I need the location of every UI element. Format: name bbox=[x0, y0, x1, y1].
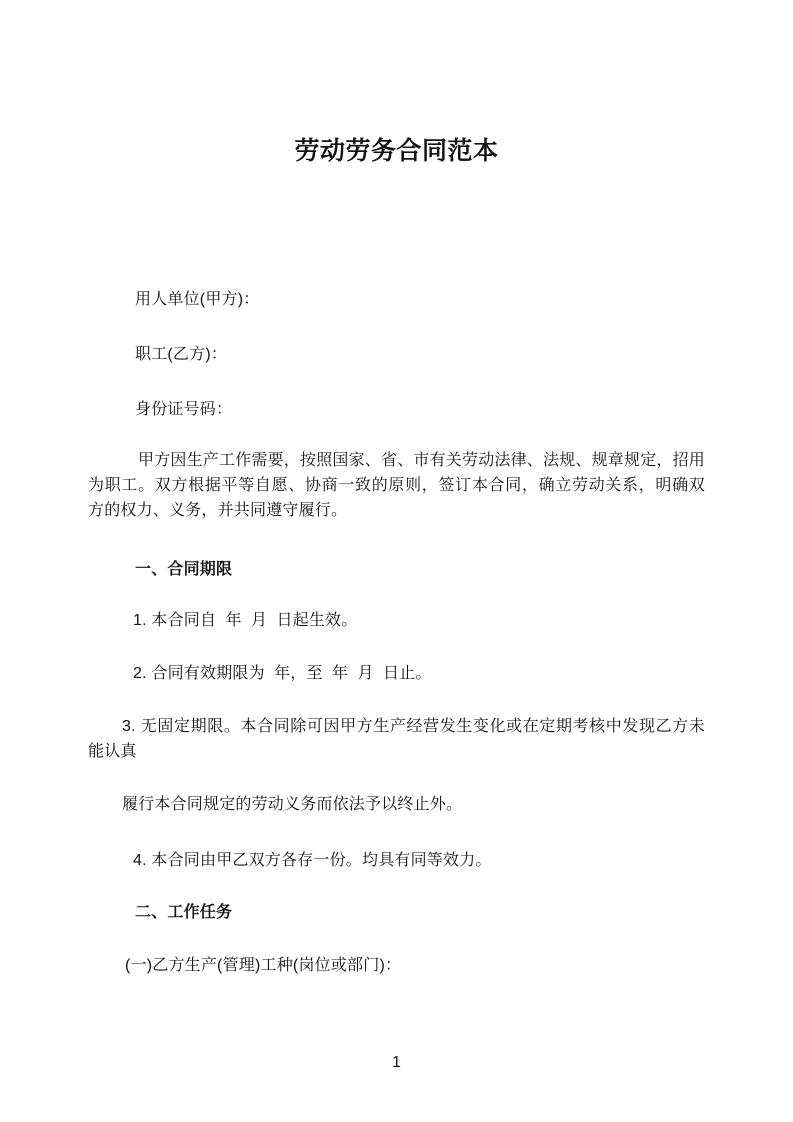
section-2-heading: 二、工作任务 bbox=[135, 904, 233, 921]
page-number: 1 bbox=[392, 1054, 401, 1071]
section-2-item-1: (一)乙方生产(管理)工种(岗位或部门)： bbox=[125, 957, 402, 974]
intro-paragraph-line-1: 甲方因生产工作需要，按照国家、省、市有关劳动法律、法规、规章规定，招用 bbox=[138, 452, 706, 469]
employer-party-label: 用人单位(甲方)： bbox=[135, 291, 260, 308]
section-1-heading: 一、合同期限 bbox=[135, 561, 233, 578]
section-1-item-3-line-1: 3. 无固定期限。本合同除可因甲方生产经营发生变化或在定期考核中发现乙方未 bbox=[122, 718, 705, 735]
section-1-item-1: 1. 本合同自 年 月 日起生效。 bbox=[133, 612, 358, 629]
section-1-item-4: 4. 本合同由甲乙双方各存一份。均具有同等效力。 bbox=[133, 852, 492, 869]
intro-paragraph-line-3: 方的权力、义务，并共同遵守履行。 bbox=[88, 502, 348, 519]
section-1-item-2: 2. 合同有效期限为 年，至 年 月 日止。 bbox=[133, 665, 432, 682]
id-number-label: 身份证号码： bbox=[135, 401, 233, 418]
section-1-item-3-line-2: 能认真 bbox=[88, 743, 137, 760]
document-title: 劳动劳务合同范本 bbox=[294, 137, 499, 165]
intro-paragraph-line-2: 为职工。双方根据平等自愿、协商一致的原则，签订本合同，确立劳动关系，明确双 bbox=[88, 477, 705, 494]
section-1-item-3-continuation: 履行本合同规定的劳动义务而依法予以终止外。 bbox=[122, 796, 463, 813]
employee-party-label: 职工(乙方)： bbox=[135, 346, 228, 363]
